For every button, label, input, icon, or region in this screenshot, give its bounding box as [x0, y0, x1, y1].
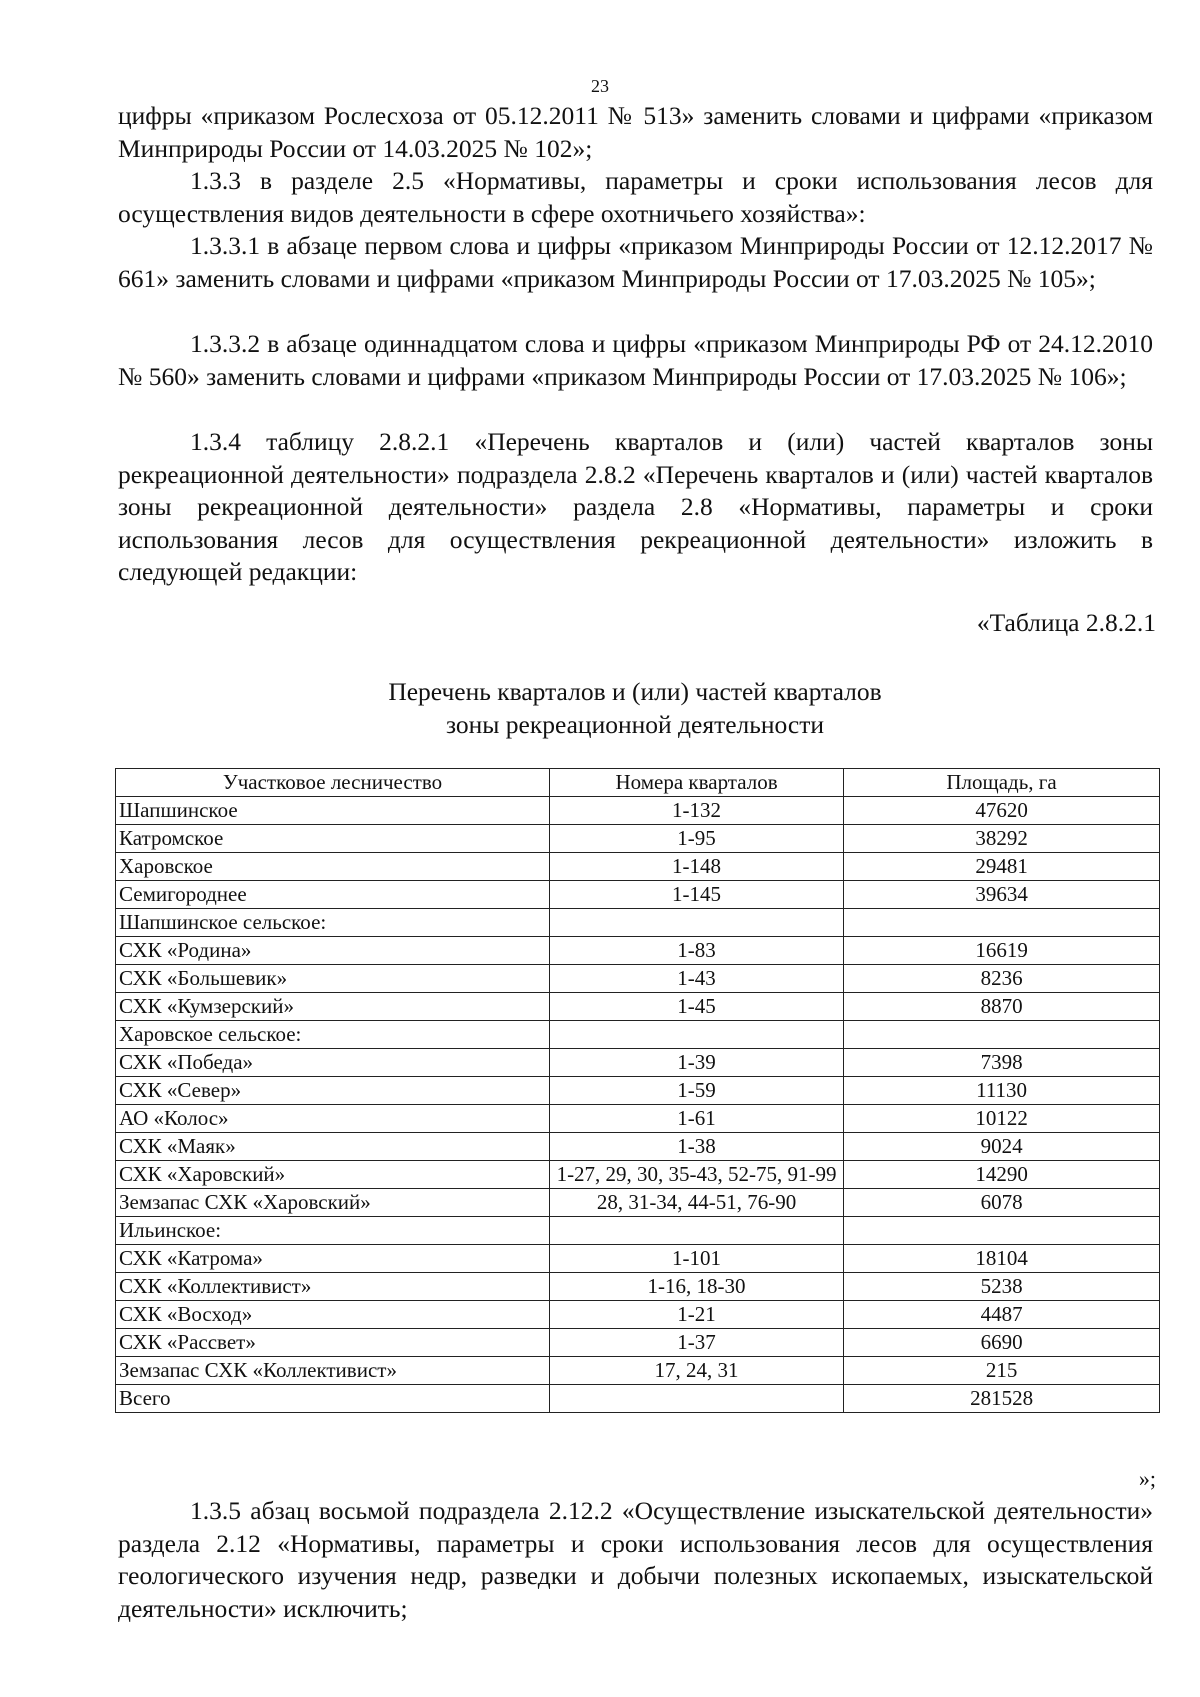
table-row: [116, 1357, 1160, 1385]
paragraph-1-3-3-1: 1.3.3.1 в абзаце первом слова и цифры «приказом Минприроды России от 12.12.2017 № 661» заменить словами и цифрами «приказом Минприроды России от 17.03.2025 № 105»;: [118, 231, 1153, 293]
header-block-numbers: Номера кварталов: [549, 769, 843, 797]
cell-block-numbers: 1-83: [549, 937, 843, 965]
cell-forestry: Харовское сельское:: [116, 1021, 550, 1049]
cell-block-numbers: 1-59: [549, 1077, 843, 1105]
recreation-blocks-table: [115, 768, 1160, 1413]
table-row: [116, 1329, 1160, 1357]
page-number: 23: [591, 76, 609, 96]
cell-area: 9024: [844, 1133, 1160, 1161]
table-header-row: [116, 769, 1160, 797]
cell-block-numbers: 1-95: [549, 825, 843, 853]
table-row: [116, 1133, 1160, 1161]
cell-block-numbers: 1-16, 18-30: [549, 1273, 843, 1301]
cell-block-numbers: 1-43: [549, 965, 843, 993]
table-row: [116, 1161, 1160, 1189]
cell-area: 6078: [844, 1189, 1160, 1217]
cell-forestry: СХК «Коллективист»: [116, 1273, 550, 1301]
table-row: [116, 1217, 1160, 1245]
cell-forestry: СХК «Родина»: [116, 937, 550, 965]
cell-area: 10122: [844, 1105, 1160, 1133]
cell-forestry: СХК «Рассвет»: [116, 1329, 550, 1357]
cell-forestry: Катромское: [116, 825, 550, 853]
cell-block-numbers: 1-38: [549, 1133, 843, 1161]
cell-block-numbers: 1-145: [549, 881, 843, 909]
cell-block-numbers: 1-21: [549, 1301, 843, 1329]
cell-area: 11130: [844, 1077, 1160, 1105]
cell-area: 47620: [844, 797, 1160, 825]
cell-area: 38292: [844, 825, 1160, 853]
cell-block-numbers: [549, 1385, 843, 1413]
cell-forestry: СХК «Восход»: [116, 1301, 550, 1329]
cell-block-numbers: 28, 31-34, 44-51, 76-90: [549, 1189, 843, 1217]
cell-area: 8870: [844, 993, 1160, 1021]
cell-forestry: СХК «Катрома»: [116, 1245, 550, 1273]
table-row: [116, 937, 1160, 965]
paragraph-continuation: цифры «приказом Рослесхоза от 05.12.2011 № 513» заменить словами и цифрами «приказом Минприроды России от 14.03.2025 № 102»;: [118, 101, 1153, 163]
table-row: [116, 1077, 1160, 1105]
cell-block-numbers: 1-27, 29, 30, 35-43, 52-75, 91-99: [549, 1161, 843, 1189]
table-row: [116, 1021, 1160, 1049]
cell-forestry: Земзапас СХК «Харовский»: [116, 1189, 550, 1217]
cell-forestry: Земзапас СХК «Коллективист»: [116, 1357, 550, 1385]
cell-area: 16619: [844, 937, 1160, 965]
cell-block-numbers: 1-101: [549, 1245, 843, 1273]
closing-quote: »;: [1138, 1466, 1156, 1491]
cell-forestry: СХК «Кумзерский»: [116, 993, 550, 1021]
cell-area: 7398: [844, 1049, 1160, 1077]
table-row: [116, 853, 1160, 881]
table-row: [116, 1245, 1160, 1273]
table-row: [116, 993, 1160, 1021]
cell-forestry: Ильинское:: [116, 1217, 550, 1245]
cell-area: [844, 909, 1160, 937]
table-row: [116, 825, 1160, 853]
table-row: [116, 1189, 1160, 1217]
table-row-total: [116, 1385, 1160, 1413]
table-label: «Таблица 2.8.2.1: [976, 608, 1156, 637]
cell-block-numbers: 1-61: [549, 1105, 843, 1133]
table-row: [116, 1049, 1160, 1077]
cell-forestry: СХК «Север»: [116, 1077, 550, 1105]
table-row: [116, 1105, 1160, 1133]
cell-block-numbers: [549, 909, 843, 937]
table-row: [116, 797, 1160, 825]
header-forestry: Участковое лесничество: [116, 769, 550, 797]
cell-area: 215: [844, 1357, 1160, 1385]
cell-forestry: Харовское: [116, 853, 550, 881]
table-row: [116, 965, 1160, 993]
table-title-line-1: Перечень кварталов и (или) частей кварталов: [388, 677, 882, 706]
paragraph-1-3-5: 1.3.5 абзац восьмой подраздела 2.12.2 «Осуществление изыскательской деятельности» раздела 2.12 «Нормативы, параметры и сроки использования лесов для осуществления геологического изучения недр, разведки и добычи полезных ископаемых, изыскательской деятельности» исключить;: [118, 1496, 1153, 1623]
cell-area: 281528: [844, 1385, 1160, 1413]
header-area: Площадь, га: [844, 769, 1160, 797]
cell-block-numbers: 1-39: [549, 1049, 843, 1077]
cell-forestry: Шапшинское: [116, 797, 550, 825]
cell-area: 39634: [844, 881, 1160, 909]
cell-forestry: Шапшинское сельское:: [116, 909, 550, 937]
cell-block-numbers: [549, 1021, 843, 1049]
table-row: [116, 1273, 1160, 1301]
table-title: [0, 675, 1200, 741]
cell-block-numbers: 1-148: [549, 853, 843, 881]
cell-area: 29481: [844, 853, 1160, 881]
cell-block-numbers: 1-132: [549, 797, 843, 825]
cell-block-numbers: 1-45: [549, 993, 843, 1021]
cell-block-numbers: [549, 1217, 843, 1245]
cell-forestry: СХК «Победа»: [116, 1049, 550, 1077]
cell-area: 6690: [844, 1329, 1160, 1357]
cell-forestry: АО «Колос»: [116, 1105, 550, 1133]
cell-area: 5238: [844, 1273, 1160, 1301]
paragraph-1-3-3: 1.3.3 в разделе 2.5 «Нормативы, параметры и сроки использования лесов для осуществления видов деятельности в сфере охотничьего хозяйства»:: [118, 166, 1153, 228]
cell-forestry: СХК «Маяк»: [116, 1133, 550, 1161]
cell-block-numbers: 17, 24, 31: [549, 1357, 843, 1385]
cell-forestry: СХК «Харовский»: [116, 1161, 550, 1189]
cell-forestry: СХК «Большевик»: [116, 965, 550, 993]
cell-area: [844, 1021, 1160, 1049]
cell-area: 4487: [844, 1301, 1160, 1329]
cell-forestry: Всего: [116, 1385, 550, 1413]
cell-area: 14290: [844, 1161, 1160, 1189]
table-row: [116, 881, 1160, 909]
table-row: [116, 1301, 1160, 1329]
cell-area: 8236: [844, 965, 1160, 993]
cell-area: 18104: [844, 1245, 1160, 1273]
paragraph-1-3-3-2: 1.3.3.2 в абзаце одиннадцатом слова и цифры «приказом Минприроды РФ от 24.12.2010 № 560» заменить словами и цифрами «приказом Минприроды России от 17.03.2025 № 106»;: [118, 329, 1153, 391]
cell-block-numbers: 1-37: [549, 1329, 843, 1357]
cell-forestry: Семигороднее: [116, 881, 550, 909]
table-row: [116, 909, 1160, 937]
table-title-line-2: зоны рекреационной деятельности: [445, 710, 825, 739]
cell-area: [844, 1217, 1160, 1245]
paragraph-1-3-4: 1.3.4 таблицу 2.8.2.1 «Перечень кварталов и (или) частей кварталов зоны рекреационной деятельности» подраздела 2.8.2 «Перечень кварталов и (или) частей кварталов зоны рекреационной деятельности» раздела 2.8 «Нормативы, параметры и сроки использования лесов для осуществления рекреационной деятельности» изложить в следующей редакции:: [118, 427, 1153, 586]
